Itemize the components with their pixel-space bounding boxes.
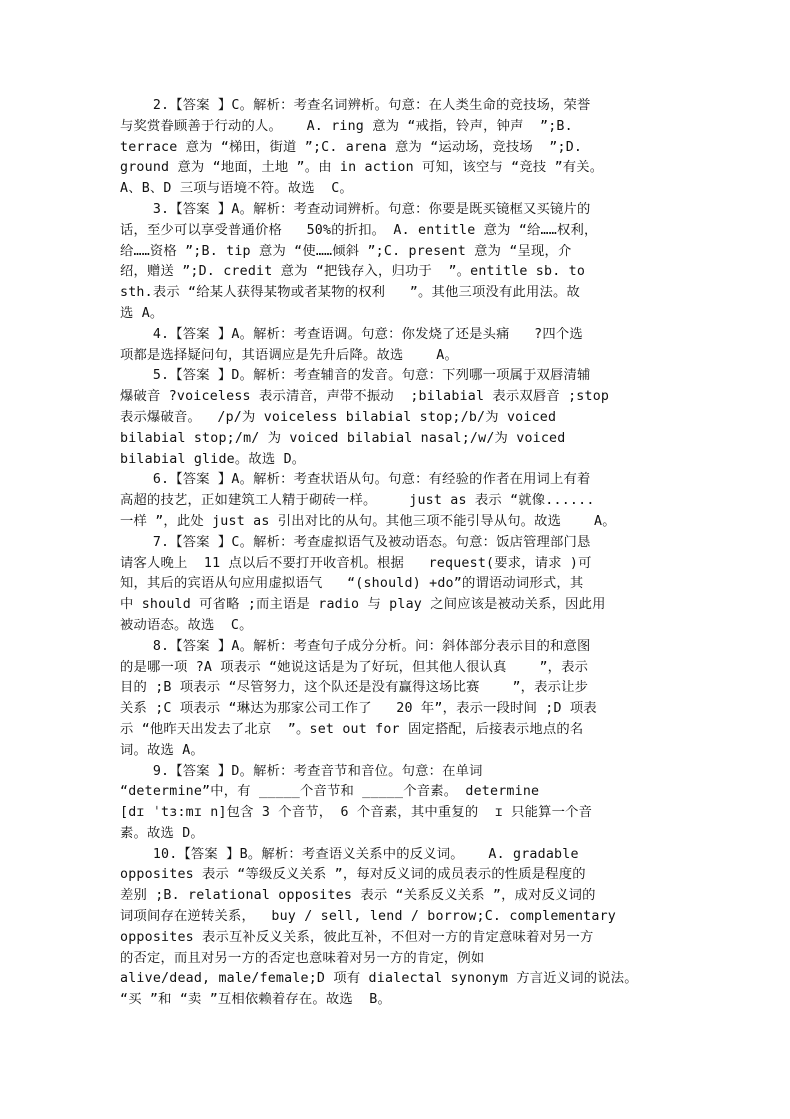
text-line: 10.【答案 】B。解析：考查语义关系中的反义词。 A. gradable	[120, 846, 579, 862]
text-line: “determine”中，有 _____个音节和 _____个音素。 determine	[120, 784, 540, 800]
text-line: 的否定，而且对另一方的否定也意味着对另一方的肯定，例如	[120, 950, 485, 966]
text-line: sth.表示 “给某人获得某物或者某物的权利 ”。其他三项没有此用法。故	[120, 285, 580, 301]
text-line: 3.【答案 】A。解析：考查动词辨析。句意：你要是既买镜框又买镜片的	[120, 201, 591, 217]
text-line: bilabial glide。故选 D。	[120, 451, 306, 467]
answer-item-q4	[120, 325, 680, 367]
text-line: 差别 ;B. relational opposites 表示 “关系反义关系 ”，成对反义词的	[120, 888, 596, 904]
answer-item-q3	[120, 200, 680, 325]
text-line: ground 意为 “地面，土地 ”。由 in action 可知，该空与 “竞技 ”有关。	[120, 160, 604, 176]
text-line: [dɪ ˈtɜ:mɪ n]包含 3 个音节， 6 个音素，其中重复的 ɪ 只能算一个音	[120, 805, 593, 821]
text-line: 一样 ”，此处 just as 引出对比的从句。其他三项不能引导从句。故选 A。	[120, 513, 616, 529]
text-line: alive/dead, male/female;D 项有 dialectal synonym 方言近义词的说法。	[120, 971, 638, 987]
text-line: 4.【答案 】A。解析：考查语调。句意：你发烧了还是头痛 ?四个选	[120, 326, 583, 342]
text-line: 9.【答案 】D。解析：考查音节和音位。句意：在单词	[120, 763, 483, 779]
answer-item-q2	[120, 96, 680, 200]
text-line: 8.【答案 】A。解析：考查句子成分分析。问：斜体部分表示目的和意图	[120, 638, 591, 654]
text-line: 词。故选 A。	[120, 742, 204, 758]
answer-explanations	[120, 96, 680, 1011]
text-line: 与奖赏眷顾善于行动的人。 A. ring 意为 “戒指，铃声，钟声 ”;B.	[120, 118, 573, 134]
text-line: 的是哪一项 ?A 项表示 “她说这话是为了好玩，但其他人很认真 ”，表示	[120, 659, 589, 675]
text-line: 请客人晚上 11 点以后不要打开收音机。根据 request(要求，请求 )可	[120, 555, 592, 571]
text-line: bilabial stop;/m/ 为 voiced bilabial nasal;/w/为 voiced	[120, 430, 566, 446]
text-line: 关系 ;C 项表示 “琳达为那家公司工作了 20 年”，表示一段时间 ;D 项表	[120, 701, 597, 717]
text-line: 知，其后的宾语从句应用虚拟语气 “(should) +do”的谓语动词形式，其	[120, 576, 584, 592]
text-line: 被动语态。故选 C。	[120, 617, 253, 633]
answer-item-q8	[120, 637, 680, 762]
text-line: 词项间存在逆转关系， buy / sell, lend / borrow;C. complementary	[120, 909, 617, 925]
text-line: terrace 意为 “梯田，街道 ”;C. arena 意为 “运动场，竞技场 ”;D.	[120, 139, 583, 155]
text-line: 7.【答案 】C。解析：考查虚拟语气及被动语态。句意：饭店管理部门恳	[120, 534, 591, 550]
text-line: opposites 表示 “等级反义关系 ”，每对反义词的成员表示的性质是程度的	[120, 867, 586, 883]
text-line: 表示爆破音。 /p/为 voiceless bilabial stop;/b/为 voiced	[120, 409, 557, 425]
text-line: 爆破音 ?voiceless 表示清音，声带不振动 ;bilabial 表示双唇音 ;stop	[120, 389, 610, 405]
text-line: 示 “他昨天出发去了北京 ”。set out for 固定搭配，后接表示地点的名	[120, 721, 584, 737]
answer-item-q9	[120, 762, 680, 845]
text-line: 高超的技艺，正如建筑工人精于砌砖一样。 just as 表示 “就像......	[120, 493, 595, 509]
answer-item-q7	[120, 533, 680, 637]
text-line: 目的 ;B 项表示 “尽管努力，这个队还是没有赢得这场比赛 ”，表示让步	[120, 680, 589, 696]
text-line: 项都是选择疑问句，其语调应是先升后降。故选 A。	[120, 347, 458, 363]
answer-item-q10	[120, 845, 680, 1011]
text-line: opposites 表示互补反义关系，彼此互补，不但对一方的肯定意味着对另一方	[120, 929, 594, 945]
text-line: 素。故选 D。	[120, 825, 204, 841]
text-line: 中 should 可省略 ;而主语是 radio 与 play 之间应该是被动关系，因此用	[120, 597, 606, 613]
text-line: 选 A。	[120, 305, 164, 321]
text-line: 给……资格 ”;B. tip 意为 “使……倾斜 ”;C. present 意为 “呈现，介	[120, 243, 572, 259]
text-line: 6.【答案 】A。解析：考查状语从句。句意：有经验的作者在用词上有着	[120, 472, 591, 488]
text-line: “买 ”和 “卖 ”互相依赖着存在。故选 B。	[120, 992, 392, 1008]
text-line: 话，至少可以享受普通价格 50%的折扣。 A. entitle 意为 “给……权利，	[120, 222, 598, 238]
text-line: 2.【答案 】C。解析：考查名词辨析。句意：在人类生命的竞技场，荣誉	[120, 98, 591, 113]
text-line: 5.【答案 】D。解析：考查辅音的发音。句意：下列哪一项属于双唇清辅	[120, 368, 591, 384]
text-line: A、B、D 三项与语境不符。故选 C。	[120, 181, 353, 197]
text-line: 绍，赠送 ”;D. credit 意为 “把钱存入，归功于 ”。entitle sb. to	[120, 264, 586, 280]
answer-item-q6	[120, 470, 680, 532]
answer-item-q5	[120, 366, 680, 470]
